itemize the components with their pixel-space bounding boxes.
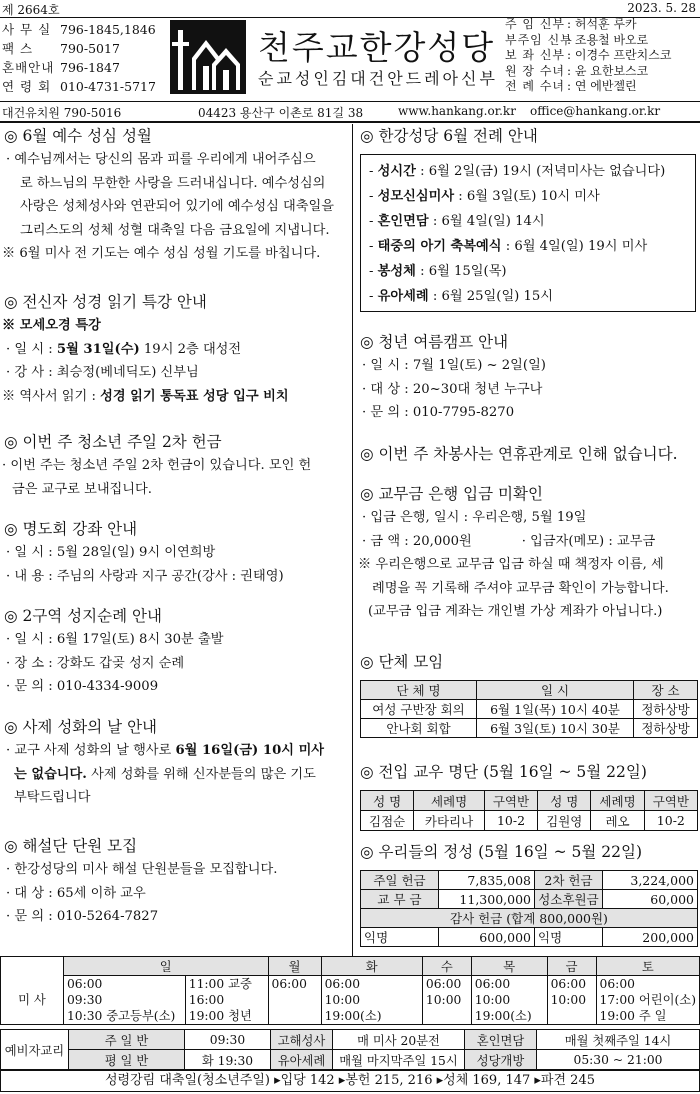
church-patron: 순교성인김대건안드레아신부	[258, 69, 498, 88]
catechism-label: 예비자교리	[1, 1030, 69, 1070]
mass-schedule-table	[0, 956, 700, 1025]
mass-time: 19:00(소)	[324, 1009, 382, 1023]
mass-time: 06:00	[271, 977, 307, 991]
table-cell: 김점순	[361, 811, 414, 831]
table-cell	[596, 976, 699, 1025]
contact-label: 사 무 실	[2, 22, 52, 37]
email-link[interactable]: office@hankang.or.kr	[530, 104, 661, 118]
text-line: 그리스도의 성체 성혈 대축일 다음 금요일에 지냅니다.	[20, 222, 330, 238]
section-priest-day	[0, 715, 350, 810]
contact-label: 혼배안내	[2, 60, 55, 75]
text-span: 5월 31일(수)	[56, 341, 140, 357]
contact-value: 796-1847	[60, 60, 120, 75]
new-member-table	[360, 790, 698, 831]
section-title: ◎ 사제 성화의 날 안내	[4, 718, 158, 736]
section-car-service	[356, 442, 700, 466]
text-span: 유아세례	[377, 289, 429, 304]
table-cell: 05:30 ~ 21:00	[537, 1050, 700, 1070]
text-line: 사랑은 성체성사와 연관되어 있기에 예수성심 대축일을	[20, 199, 334, 214]
table-cell: 주일 헌금	[361, 871, 439, 890]
mass-time: 19:00 청년	[188, 1009, 252, 1023]
table-row	[1, 976, 700, 1025]
staff-name: : 허석훈 루카	[567, 17, 637, 31]
table-cell: 60,000	[603, 890, 698, 909]
text-line: 례명을 꼭 기록해 주셔야 교무금 확인이 가능합니다.	[372, 580, 669, 596]
hymn-footer: 성령강림 대축일(청소년주일) ▸입당 142 ▸봉헌 215, 216 ▸성체 169, 147 ▸파견 245	[0, 1070, 700, 1092]
mass-time: 06:00	[599, 977, 635, 991]
section-title: ◎ 6월 예수 성심 성월	[4, 127, 152, 145]
text-line: ※ 모세오경 특강	[2, 318, 101, 333]
table-cell: 혼인면담	[465, 1030, 537, 1050]
staff-role: 부주임 신부	[505, 32, 573, 47]
table-cell: 600,000	[439, 928, 535, 947]
mass-time: 10:00	[474, 993, 511, 1007]
text-span: 봉성체	[377, 264, 416, 279]
divider	[0, 101, 700, 102]
text-line: ※ 6월 미사 전 기도는 예수 성심 성월 기도를 바칩니다.	[2, 246, 321, 261]
column-header: 성 명	[538, 791, 591, 811]
text-line: · 대 상 : 20~30대 청년 누구나	[362, 381, 543, 397]
column-header: 성 명	[361, 791, 414, 811]
liturgy-item: - 성모신심미사 : 6월 3일(토) 10시 미사	[369, 189, 600, 204]
table-cell	[268, 976, 321, 1025]
section-title: ◎ 단체 모임	[360, 653, 444, 671]
issue-number: 제 2664호	[2, 3, 60, 17]
text-span: ※ 역사서 읽기 :	[2, 388, 101, 404]
mass-time: 19:00 주 일	[599, 1009, 667, 1023]
table-cell: 매월 마지막주일 15시	[333, 1050, 465, 1070]
mass-time: 06:00	[474, 977, 511, 991]
section-pilgrimage	[0, 604, 350, 699]
text-span: · 입금자(메모) : 교무금	[521, 533, 656, 549]
staff-list	[505, 17, 671, 95]
text-line: · 일 시 : 5월 28일(일) 9시 이연희방	[6, 545, 216, 560]
section-title: ◎ 명도회 강좌 안내	[4, 520, 138, 538]
section-bible-lecture	[0, 290, 350, 408]
mass-time: 19:00(소)	[474, 1009, 532, 1023]
table-cell: 유아세례	[271, 1050, 333, 1070]
section-sacred-heart	[0, 124, 350, 266]
table-cell	[185, 976, 268, 1025]
mass-time: 06:00	[66, 977, 103, 991]
mass-time: 10:30 중고등부(소)	[66, 1009, 176, 1023]
text-span: 성모신심미사	[377, 189, 455, 204]
table-cell: 09:30	[185, 1030, 271, 1050]
table-cell: 안나회 회합	[361, 719, 477, 738]
section-youth-camp	[356, 330, 700, 425]
table-cell	[471, 976, 547, 1025]
mass-time: 10:00	[550, 993, 587, 1007]
table-cell	[547, 976, 596, 1025]
column-header: 세례명	[414, 791, 485, 811]
section-title: ◎ 2구역 성지순례 안내	[4, 607, 162, 625]
text-span: 혼인면담	[377, 214, 429, 229]
section-dues-unconfirmed	[356, 482, 700, 624]
day-header: 목	[471, 957, 547, 976]
text-span: : 6월 3일(토) 10시 미사	[454, 189, 600, 204]
table-cell: 카타리나	[414, 811, 485, 831]
table-cell: 6월 3일(토) 10시 30분	[477, 719, 634, 738]
section-title: ◎ 우리들의 정성 (5월 16일 ~ 5월 22일)	[360, 843, 642, 861]
text-line: · 장 소 : 강화도 갑곶 성지 순례	[6, 655, 185, 671]
contact-value: 790-5017	[60, 41, 120, 56]
table-cell: 2차 헌금	[535, 871, 603, 890]
text-line	[0, 338, 350, 362]
contact-label: 팩 스	[2, 41, 34, 56]
table-cell: 익명	[535, 928, 603, 947]
text-line: · 예수님께서는 당신의 몸과 피를 우리에게 내어주심으	[6, 152, 316, 167]
table-row	[361, 871, 698, 890]
text-span: : 6월 4일(일) 14시	[428, 214, 545, 229]
liturgy-item: - 봉성체 : 6월 15일(목)	[369, 264, 507, 279]
catechism-table	[0, 1029, 700, 1070]
staff-role: 주 임 신부	[505, 17, 565, 31]
text-line: · 문 의 : 010-7795-8270	[362, 405, 515, 420]
table-cell: 교 무 금	[361, 890, 439, 909]
table-row	[1, 1030, 700, 1050]
text-line: · 문 의 : 010-5264-7827	[6, 909, 159, 924]
text-line: 부탁드립니다	[14, 790, 91, 805]
liturgy-item: - 태중의 아기 축복예식 : 6월 4일(일) 19시 미사	[369, 239, 648, 254]
text-line: · 내 용 : 주님의 사랑과 지구 공간(강사 : 권태영)	[6, 568, 284, 584]
text-line	[356, 530, 700, 554]
table-cell: 정하상방	[634, 719, 698, 738]
table-cell: 화 19:30	[185, 1050, 271, 1070]
section-june-liturgy	[356, 124, 700, 304]
table-cell	[321, 976, 422, 1025]
text-line: (교무금 입금 계좌는 개인별 가상 계좌가 아닙니다.)	[368, 604, 663, 619]
day-header: 수	[422, 957, 471, 976]
text-span: : 6월 25일(일) 15시	[428, 289, 554, 304]
text-line: · 문 의 : 010-4334-9009	[6, 679, 159, 694]
liturgy-item: - 성시간 : 6월 2일(금) 19시 (저녁미사는 없습니다)	[369, 164, 666, 179]
table-cell: 3,224,000	[603, 871, 698, 890]
kindergarten-phone: 대건유치원 790-5016	[2, 106, 122, 120]
text-line: · 입금 은행, 일시 : 우리은행, 5월 19일	[362, 510, 587, 525]
table-cell: 매 미사 20분전	[333, 1030, 465, 1050]
table-cell: 6월 1일(목) 10시 40분	[477, 700, 634, 719]
text-span: 성시간	[377, 164, 416, 179]
website-link[interactable]: www.hankang.or.kr	[398, 104, 516, 118]
section-commentator-recruit	[0, 834, 350, 929]
section-group-meetings	[356, 650, 700, 736]
table-corner	[1, 957, 64, 976]
section-lecture	[0, 517, 350, 588]
offering-table	[360, 870, 698, 947]
section-new-members	[356, 760, 700, 829]
text-span: · 교구 사제 성화의 날 행사로	[6, 743, 176, 758]
text-span: 태중의 아기 축복예식	[377, 239, 502, 254]
section-youth-collection	[0, 430, 350, 501]
liturgy-box	[360, 154, 696, 312]
table-cell: 주 일 반	[69, 1030, 185, 1050]
liturgy-item: - 유아세례 : 6월 25일(일) 15시	[369, 289, 554, 304]
table-row	[361, 700, 698, 719]
section-title: ◎ 교무금 은행 입금 미확인	[360, 485, 543, 503]
text-span: 는 없습니다.	[14, 766, 87, 782]
text-span: 6월 16일(금) 10시 미사	[175, 743, 325, 758]
mass-time: 16:00	[188, 993, 225, 1007]
table-cell: 평 일 반	[69, 1050, 185, 1070]
issue-date: 2023. 5. 28	[627, 1, 696, 15]
text-span: 사제 성화를 위해 신자분들의 많은 기도	[86, 766, 316, 782]
text-line	[0, 763, 350, 787]
text-span: 성경 읽기 통독표 성당 입구 비치	[100, 388, 289, 404]
staff-name: : 조용철 바오로	[567, 32, 649, 47]
column-divider	[352, 124, 353, 956]
staff-name: : 연 에반젤린	[567, 79, 637, 94]
mass-time: 06:00	[324, 977, 361, 991]
table-cell: 성당개방	[465, 1050, 537, 1070]
column-header: 장 소	[634, 681, 698, 700]
table-row	[361, 909, 698, 928]
text-line: · 대 상 : 65세 이하 교우	[6, 885, 146, 901]
text-span: · 금 액 : 20,000원	[362, 533, 472, 549]
section-title: ◎ 이번 주 청소년 주일 2차 헌금	[4, 433, 222, 451]
table-cell: 감사 헌금 (합계 800,000원)	[361, 909, 698, 928]
contact-value: 010-4731-5717	[60, 79, 156, 94]
column-header: 구역반	[484, 791, 537, 811]
table-cell: 익명	[361, 928, 439, 947]
text-line: · 일 시 : 7월 1일(토) ~ 2일(일)	[362, 358, 546, 373]
mass-time: 06:00	[550, 977, 587, 991]
liturgy-item: - 혼인면담 : 6월 4일(일) 14시	[369, 214, 545, 229]
table-cell: 레오	[591, 811, 644, 831]
mass-time: 06:00	[425, 977, 462, 991]
mass-time: 17:00 어린이(소)	[599, 993, 696, 1007]
staff-role: 원 장 수녀	[505, 63, 565, 78]
contact-list	[2, 20, 156, 96]
mass-time: 11:00 교중	[188, 977, 252, 991]
section-title: ◎ 해설단 단원 모집	[4, 837, 138, 855]
church-name: 천주교한강성당	[258, 28, 496, 67]
section-title: ◎ 이번 주 차봉사는 연휴관계로 인해 없습니다.	[360, 445, 678, 463]
text-span: · 일 시 :	[6, 341, 57, 357]
section-title: ◎ 전입 교우 명단 (5월 16일 ~ 5월 22일)	[360, 763, 647, 781]
text-span: : 6월 2일(금) 19시 (저녁미사는 없습니다)	[415, 164, 666, 179]
section-title: ◎ 전신자 성경 읽기 특강 안내	[4, 293, 207, 311]
table-cell: 고해성사	[271, 1030, 333, 1050]
mass-time: 09:30	[66, 993, 103, 1007]
table-row	[361, 890, 698, 909]
staff-role: 보 좌 신부	[505, 48, 565, 63]
text-line: 금은 교구로 보내집니다.	[12, 481, 152, 497]
table-cell: 200,000	[603, 928, 698, 947]
table-cell: 7,835,008	[439, 871, 535, 890]
staff-name: : 이경수 프란치스코	[567, 48, 672, 63]
church-address: 04423 용산구 이촌로 81길 38	[198, 106, 364, 120]
table-cell: 10-2	[484, 811, 537, 831]
day-header: 일	[63, 957, 268, 976]
text-line: 로 하느님의 무한한 사랑을 드러내십니다. 예수성심의	[20, 175, 326, 191]
table-cell: 성소후원금	[535, 890, 603, 909]
section-title: ◎ 한강성당 6월 전례 안내	[360, 127, 538, 145]
mass-label: 미 사	[1, 976, 64, 1025]
table-cell: 김원영	[538, 811, 591, 831]
text-line: · 한강성당의 미사 해설 단원분들을 모집합니다.	[6, 862, 278, 877]
column-header: 일 시	[477, 681, 634, 700]
text-line	[0, 385, 350, 409]
text-span: : 6월 15일(목)	[415, 264, 507, 279]
table-cell	[422, 976, 471, 1025]
section-title: ◎ 청년 여름캠프 안내	[360, 333, 509, 351]
day-header: 토	[596, 957, 699, 976]
table-cell: 11,300,000	[439, 890, 535, 909]
staff-name: : 윤 요한보스코	[567, 63, 649, 78]
text-line: ※ 우리은행으로 교무금 입금 하실 때 책정자 이름, 세	[358, 557, 664, 572]
divider	[0, 121, 700, 123]
text-line: · 강 사 : 최승정(베네딕도) 신부님	[6, 365, 199, 380]
text-line	[0, 739, 350, 763]
table-row	[361, 928, 698, 947]
table-row	[361, 811, 698, 831]
mass-time: 10:00	[425, 993, 462, 1007]
contact-label: 연 령 회	[2, 79, 52, 94]
day-header: 월	[268, 957, 321, 976]
mass-schedule	[0, 956, 700, 1070]
text-line: · 일 시 : 6월 17일(토) 8시 30분 출발	[6, 632, 224, 647]
table-row	[361, 719, 698, 738]
masthead	[0, 0, 700, 124]
section-offerings	[356, 840, 700, 945]
table-cell: 여성 구반장 회의	[361, 700, 477, 719]
text-line: · 이번 주는 청소년 주일 2차 헌금이 있습니다. 모인 헌	[2, 458, 312, 473]
table-cell	[63, 976, 185, 1025]
staff-role: 전 례 수녀	[505, 79, 565, 94]
column-header: 단 체 명	[361, 681, 477, 700]
mass-time: 10:00	[324, 993, 361, 1007]
table-cell: 10-2	[644, 811, 697, 831]
table-cell: 매월 첫째주일 14시	[537, 1030, 700, 1050]
column-header: 구역반	[644, 791, 697, 811]
text-span: : 6월 4일(일) 19시 미사	[501, 239, 648, 254]
text-span: 19시 2층 대성전	[139, 341, 242, 357]
day-header: 화	[321, 957, 422, 976]
table-cell: 정하상방	[634, 700, 698, 719]
church-logo-icon	[168, 18, 248, 96]
table-row	[1, 1050, 700, 1070]
day-header: 금	[547, 957, 596, 976]
group-meeting-table	[360, 680, 698, 738]
column-header: 세례명	[591, 791, 644, 811]
contact-value: 796-1845,1846	[60, 22, 156, 37]
